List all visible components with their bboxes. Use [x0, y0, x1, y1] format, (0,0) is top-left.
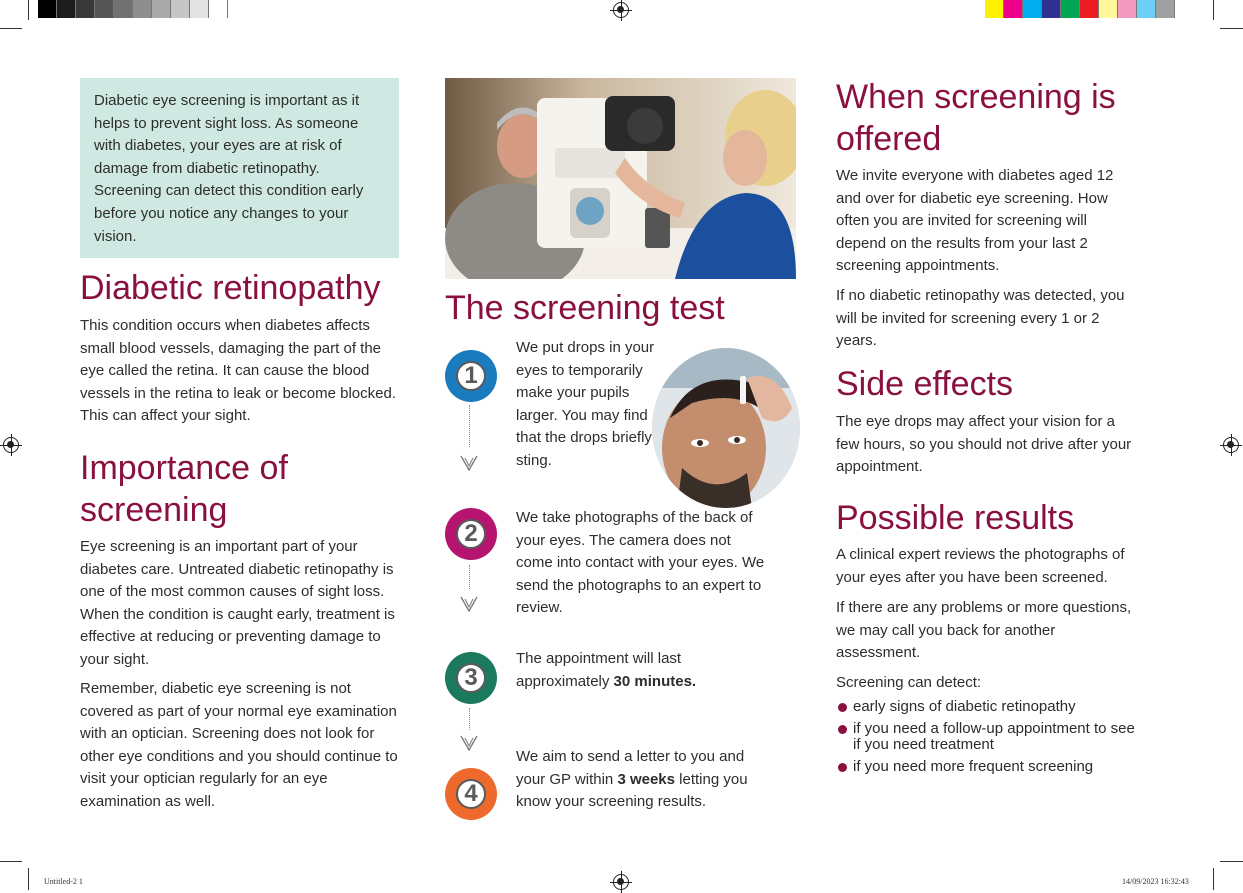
down-arrow-icon	[460, 455, 478, 471]
bullet-icon	[838, 725, 847, 734]
step-4-text	[516, 746, 768, 814]
color-calibration-bar	[985, 0, 1175, 18]
bullet-icon	[838, 703, 847, 712]
step-2-text: We take photographs of the back of your eyes. The camera does not come into contact with your eyes. We send the photographs to an expert to review.	[516, 509, 765, 616]
step-4-timeframe: 3 weeks	[617, 770, 675, 788]
side-effects-text: The eye drops may affect your vision for a few hours, so you should not drive after your appointment.	[836, 413, 1132, 475]
screening-camera-photo	[445, 78, 796, 279]
registration-mark-top	[613, 2, 629, 18]
step-3-duration: 30 minutes.	[613, 672, 697, 690]
intro-text: Diabetic eye screening is important as it helps to prevent sight loss. As someone with diabetes, your eyes are at risk of damage from diabetic retinopathy. Screening can detect this condition early before you notice any changes to your vision.	[94, 92, 364, 245]
step-1-badge	[445, 350, 497, 402]
registration-mark-bottom	[613, 874, 629, 890]
step-2-badge	[445, 508, 497, 560]
results-paragraph-3: Screening can detect:	[836, 674, 982, 691]
possible-results-heading: Possible results	[836, 499, 1075, 537]
crop-mark	[0, 861, 22, 862]
when-offered-heading: When screening is offered	[836, 78, 1116, 158]
crop-mark	[1213, 868, 1214, 890]
retinopathy-text: This condition occurs when diabetes affects small blood vessels, damaging the part of the eye called the retina. It can cause the blood vessels in the retina to leak or become blocked. This can affect your sight.	[80, 317, 397, 424]
step-connector	[469, 405, 470, 447]
step-3-text-main: The appointment will last approximately	[516, 650, 682, 690]
list-item-text: if you need a follow-up appointment to see if you need treatment	[853, 720, 1135, 753]
step-3-text	[516, 648, 746, 693]
list-item-text: early signs of diabetic retinopathy	[853, 698, 1076, 715]
when-offered-paragraph-1: We invite everyone with diabetes aged 12 and over for diabetic eye screening. How often you are invited for screening will depend on the results from your last 2 screening appointments.	[836, 167, 1114, 274]
bullet-icon	[838, 763, 847, 772]
step-2-number: 2	[456, 519, 486, 549]
step-4-text-end: letting you know your screening results.	[516, 770, 748, 810]
screening-test-heading: The screening test	[445, 289, 725, 327]
results-paragraph-1: A clinical expert reviews the photographs of your eyes after you have been screened.	[836, 546, 1125, 586]
step-connector	[469, 565, 470, 589]
step-1-number: 1	[456, 361, 486, 391]
crop-mark	[1220, 861, 1243, 862]
crop-mark	[1213, 0, 1214, 20]
slug-file-name: Untitled-2 1	[44, 877, 83, 886]
importance-heading: Importance of screening	[80, 449, 288, 529]
when-offered-paragraph-2: If no diabetic retinopathy was detected, you will be invited for screening every 1 or 2 years.	[836, 287, 1125, 349]
eye-drops-photo	[652, 348, 800, 508]
crop-mark	[28, 0, 29, 20]
registration-mark-left	[3, 437, 19, 453]
results-bullet-list	[836, 699, 1136, 781]
slug-timestamp: 14/09/2023 16:32:43	[1122, 877, 1189, 886]
step-4-badge	[445, 768, 497, 820]
step-connector	[469, 708, 470, 730]
side-effects-heading: Side effects	[836, 365, 1014, 403]
crop-mark	[0, 28, 22, 29]
step-3-number: 3	[456, 663, 486, 693]
retinopathy-heading: Diabetic retinopathy	[80, 269, 381, 307]
step-4-number: 4	[456, 779, 486, 809]
step-3-badge	[445, 652, 497, 704]
intro-box	[80, 78, 399, 258]
registration-mark-right	[1223, 437, 1239, 453]
step-4-text-start: We aim to send a letter to you and your GP within	[516, 748, 745, 788]
down-arrow-icon	[460, 735, 478, 751]
grayscale-calibration-bar	[38, 0, 228, 18]
results-paragraph-2: If there are any problems or more questions, we may call you back for another assessment.	[836, 599, 1132, 661]
importance-paragraph-2: Remember, diabetic eye screening is not covered as part of your normal eye examination with an optician. Screening does not look for other eye conditions and you should continue to visit your optician regularly for an eye examination as well.	[80, 680, 398, 810]
down-arrow-icon	[460, 596, 478, 612]
list-item	[836, 721, 1136, 753]
importance-paragraph-1: Eye screening is an important part of your diabetes care. Untreated diabetic retinopathy is one of the most common causes of sight loss. When the condition is caught early, treatment is effective at reducing or preventing damage to your sight.	[80, 538, 395, 668]
list-item	[836, 759, 1136, 775]
list-item	[836, 699, 1136, 715]
crop-mark	[28, 868, 29, 890]
list-item-text: if you need more frequent screening	[853, 758, 1094, 775]
crop-mark	[1220, 28, 1243, 29]
step-1-text: We put drops in your eyes to temporarily make your pupils larger. You may find that the drops briefly sting.	[516, 339, 655, 469]
